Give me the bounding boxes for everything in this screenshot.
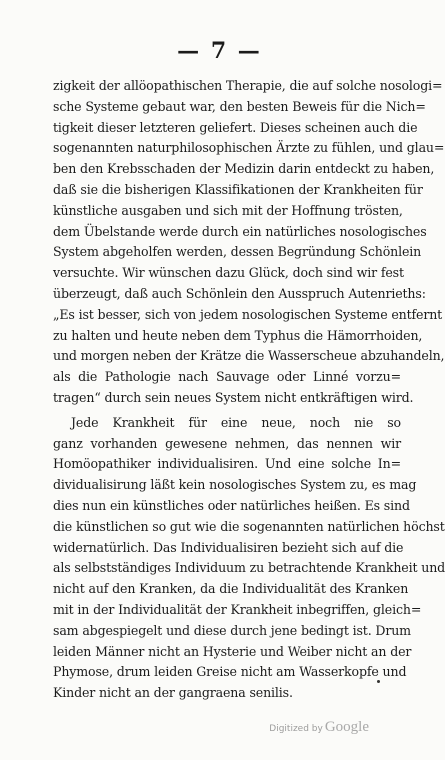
text-line: sche Systeme gebaut war, den besten Beweis für die Nich=	[53, 98, 426, 114]
text-line: ganz vorhanden gewesene nehmen, das nennen wir	[53, 435, 401, 451]
digitization-watermark	[269, 719, 369, 736]
text-line: dividualisirung läßt kein nosologisches System zu, es mag	[53, 477, 417, 493]
text-line: mit in der Individualität der Krankheit inbegriffen, gleich=	[53, 601, 422, 617]
text-line: überzeugt, daß auch Schönlein den Ausspruch Autenrieths:	[53, 285, 426, 301]
text-line: Jede Krankheit für eine neue, noch nie so	[71, 414, 401, 430]
text-line: sogenannten naturphilosophischen Ärzte zu fühlen, und glau=	[53, 140, 445, 156]
text-line: als die Pathologie nach Sauvage oder Linné vorzu=	[53, 369, 401, 385]
text-line: dem Übelstande werde durch ein natürliches nosologisches	[53, 223, 427, 239]
text-line: „Es ist besser, sich von jedem nosologischen Systeme entfernt	[53, 306, 443, 322]
text-line: Phymose, drum leiden Greise nicht am Wasserkopfe und	[53, 664, 407, 680]
text-line: versuchte. Wir wünschen dazu Glück, doch sind wir fest	[53, 265, 404, 281]
text-line: leiden Männer nicht an Hysterie und Weiber nicht an der	[53, 643, 412, 659]
text-line: System abgeholfen werden, dessen Begründung Schönlein	[53, 244, 422, 260]
text-line: als selbstständiges Individuum zu betrachtende Krankheit und	[53, 560, 445, 576]
text-line: daß sie die bisherigen Klassifikationen der Krankheiten für	[53, 181, 423, 197]
text-line: künstliche ausgaben und sich mit der Hoffnung trösten,	[53, 202, 403, 218]
text-line: tigkeit dieser letzteren geliefert. Dieses scheinen auch die	[53, 119, 418, 135]
text-line: Kinder nicht an der gangraena senilis.	[53, 685, 293, 701]
watermark-brand-logo: Google	[324, 719, 369, 735]
body-text	[53, 76, 445, 704]
text-line: tragen“ durch sein neues System nicht entkräftigen wird.	[53, 389, 414, 405]
text-line: zu halten und heute neben dem Typhus die Hämorrhoiden,	[53, 327, 423, 343]
text-line: dies nun ein künstliches oder natürliches heißen. Es sind	[53, 497, 410, 513]
page-number: — 7 —	[177, 38, 262, 64]
text-line: zigkeit der allöopathischen Therapie, die auf solche nosologi=	[53, 78, 443, 93]
text-line: sam abgespiegelt und diese durch jene bedingt ist. Drum	[53, 622, 411, 638]
text-line: und morgen neben der Krätze die Wasserscheue abzuhandeln,	[53, 348, 445, 364]
text-line: ben den Krebsschaden der Medizin darin entdeckt zu haben,	[53, 161, 435, 177]
text-line: widernatürlich. Das Individualisiren bezieht sich auf die	[53, 539, 404, 555]
text-line: nicht auf den Kranken, da die Individualität des Kranken	[53, 581, 409, 597]
text-line: Homöopathiker individualisiren. Und eine solche In=	[53, 456, 401, 472]
watermark-prefix: Digitized by	[269, 724, 323, 734]
text-line: die künstlichen so gut wie die sogenannten natürlichen höchst	[53, 518, 445, 534]
ink-speck	[377, 680, 380, 683]
